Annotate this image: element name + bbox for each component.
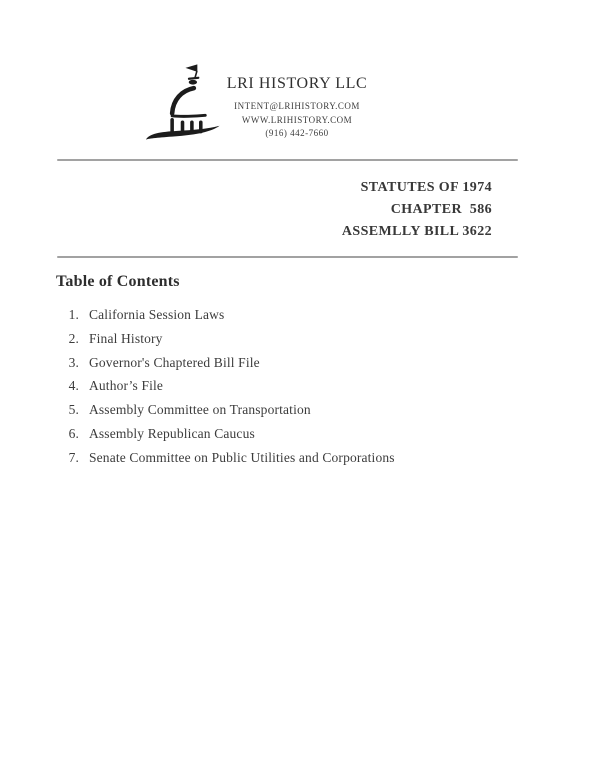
- toc-list: [0, 303, 600, 470]
- toc-item-label: Author’s File: [89, 378, 164, 394]
- toc-item-number: 6.: [68, 425, 79, 441]
- divider-top: [57, 159, 518, 161]
- toc-item: [60, 351, 600, 375]
- divider-bottom: [57, 256, 518, 258]
- toc-item-number: 2.: [68, 330, 79, 346]
- toc-item-label: California Session Laws: [89, 307, 225, 322]
- toc-item: [60, 398, 600, 422]
- toc-item: [60, 327, 600, 351]
- toc-item: [60, 446, 600, 470]
- toc-item-number: 7.: [68, 449, 79, 465]
- toc-item-label: Final History: [89, 330, 163, 346]
- company-website: WWW.LRIHISTORY.COM: [241, 115, 353, 125]
- assembly-bill-line: ASSEMLLY BILL 3622: [341, 224, 492, 239]
- toc-item: [60, 374, 600, 398]
- toc-item-number: 5.: [68, 402, 79, 418]
- company-email: INTENT@LRIHISTORY.COM: [234, 101, 360, 111]
- toc-heading: Table of Contents: [56, 273, 180, 290]
- logo-flag: [185, 64, 197, 71]
- company-phone: (916) 442-7660: [265, 128, 329, 138]
- bill-reference: [342, 177, 492, 243]
- toc-item-label: Senate Committee on Public Utilities and Corporations: [89, 449, 395, 465]
- toc-item-number: 4.: [68, 378, 79, 394]
- toc-item-label: Assembly Committee on Transportation: [89, 402, 311, 418]
- company-name: LRI HISTORY LLC: [226, 75, 368, 92]
- toc-item: [60, 303, 600, 327]
- statutes-line: STATUTES OF 1974: [360, 180, 492, 195]
- toc-item: [60, 422, 600, 446]
- toc-item-label: Governor's Chaptered Bill File: [89, 354, 260, 370]
- chapter-line: CHAPTER 586: [390, 202, 492, 217]
- toc-item-number: 3.: [68, 354, 79, 370]
- toc-item-label: Assembly Republican Caucus: [89, 425, 255, 441]
- toc-item-number: 1.: [68, 307, 79, 322]
